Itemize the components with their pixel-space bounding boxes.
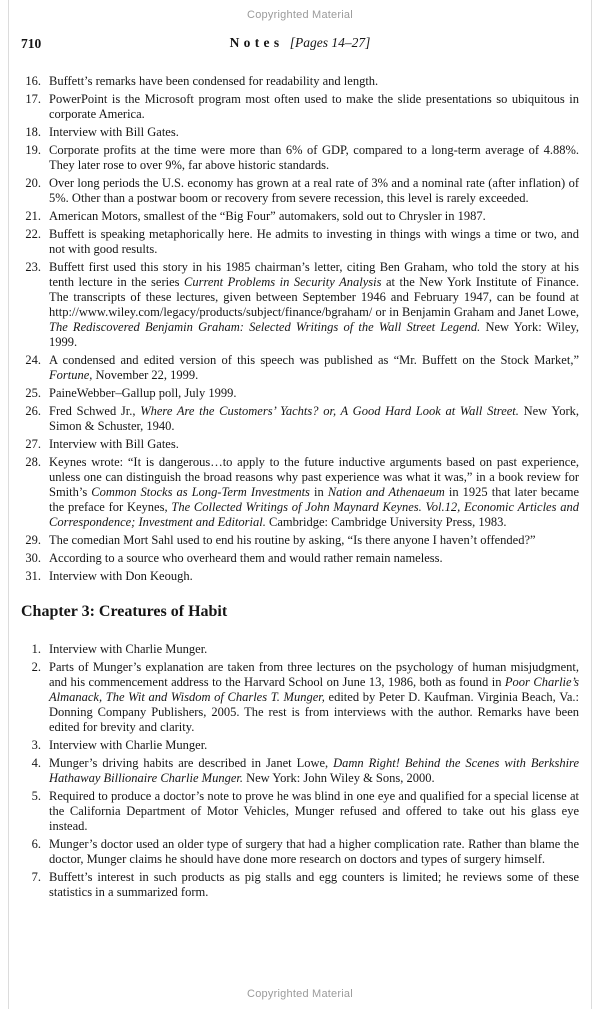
scan-edge-right — [591, 0, 592, 1009]
page-header — [0, 35, 600, 53]
note-number: 25. — [25, 386, 41, 400]
note-number: 20. — [25, 176, 41, 190]
note-text: Required to produce a doctor’s note to prove he was blind in one eye and qualified for a special license at the California Department of Motor Vehicles, Munger refused and offered to take out his glass eye instead. — [49, 789, 579, 833]
note-item — [21, 227, 579, 257]
note-item — [21, 143, 579, 173]
note-number: 23. — [25, 260, 41, 274]
note-number: 2. — [31, 660, 41, 674]
notes-list-chapter3 — [21, 642, 579, 900]
note-text: PaineWebber–Gallup poll, July 1999. — [49, 386, 237, 400]
running-head-title: Notes — [229, 35, 284, 50]
note-number: 28. — [25, 455, 41, 469]
note-text: American Motors, smallest of the “Big Four” automakers, sold out to Chrysler in 1987. — [49, 209, 486, 223]
note-item — [21, 455, 579, 530]
notes-list-main — [21, 74, 579, 584]
note-text: PowerPoint is the Microsoft program most often used to make the slide presentations so ubiquitous in corporate America. — [49, 92, 579, 121]
note-item — [21, 404, 579, 434]
note-item — [21, 837, 579, 867]
note-text: Buffett’s remarks have been condensed for readability and length. — [49, 74, 379, 88]
note-item — [21, 176, 579, 206]
note-number: 27. — [25, 437, 41, 451]
note-text: Parts of Munger’s explanation are taken from three lectures on the psychology of human misjudgment, and his commencement address to the Harvard School on June 13, 1986, both as found in Poor Charlie’s Almanack, The Wit and Wisdom of Charles T. Munger, edited by Peter D. Kaufman. Virginia Beach, Va.: Donning Company Publishers, 2005. The rest is from interviews with the author. Remarks have been edited for brevity and clarity. — [49, 660, 579, 734]
note-number: 21. — [25, 209, 41, 223]
running-head-pages-range: [Pages 14–27] — [289, 35, 371, 50]
note-text: Interview with Charlie Munger. — [49, 642, 208, 656]
note-text: Corporate profits at the time were more than 6% of GDP, compared to a long-term average of 4.88%. They later rose to over 9%, far above historic standards. — [49, 143, 579, 172]
note-item — [21, 533, 579, 548]
note-item — [21, 642, 579, 657]
chapter-heading: Chapter 3: Creatures of Habit — [21, 603, 228, 620]
note-item — [21, 92, 579, 122]
note-text: Interview with Bill Gates. — [49, 437, 179, 451]
note-text: Over long periods the U.S. economy has grown at a real rate of 3% and a nominal rate (after inflation) of 5%. Other than a postwar boom or recovery from severe recession, this level is rarely exceeded. — [49, 176, 579, 205]
note-item — [21, 353, 579, 383]
note-text: A condensed and edited version of this speech was published as “Mr. Buffett on the Stock Market,” Fortune, November 22, 1999. — [49, 353, 579, 382]
note-number: 19. — [25, 143, 41, 157]
note-number: 26. — [25, 404, 41, 418]
note-text: Buffett first used this story in his 1985 chairman’s letter, citing Ben Graham, who told the story at his tenth lecture in the series Current Problems in Security Analysis at the New York Institute of Finance. The transcripts of these lectures, given between September 1946 and February 1947, can be found at http://www.wiley.com/legacy/products/subject/finance/bgraham/ or in Benjamin Graham and Janet Lowe, The Rediscovered Benjamin Graham: Selected Writings of the Wall Street Legend. New York: Wiley, 1999. — [49, 260, 579, 349]
note-item — [21, 789, 579, 834]
note-text: Fred Schwed Jr., Where Are the Customers’ Yachts? or, A Good Hard Look at Wall Street. New York, Simon & Schuster, 1940. — [49, 404, 580, 433]
note-item — [21, 74, 579, 89]
note-number: 16. — [25, 74, 41, 88]
note-text: Munger’s driving habits are described in Janet Lowe, Damn Right! Behind the Scenes with Berkshire Hathaway Billionaire Charlie Munger. New York: John Wiley & Sons, 2000. — [49, 756, 579, 785]
note-number: 6. — [31, 837, 41, 851]
note-item — [21, 125, 579, 140]
note-item — [21, 660, 579, 735]
note-text: Interview with Don Keough. — [49, 569, 193, 583]
note-text: Munger’s doctor used an older type of surgery that had a higher complication rate. Rather than blame the doctor, Munger claims he should have done more research on doctors and types of surgery himself. — [49, 837, 579, 866]
note-text: Buffett is speaking metaphorically here. He admits to investing in things with wings a time or two, and not with good results. — [49, 227, 579, 256]
note-text: Interview with Charlie Munger. — [49, 738, 208, 752]
note-number: 17. — [25, 92, 41, 106]
note-number: 30. — [25, 551, 41, 565]
note-text: According to a source who overheard them and would rather remain nameless. — [49, 551, 443, 565]
note-text: Interview with Bill Gates. — [49, 125, 179, 139]
note-item — [21, 209, 579, 224]
note-item — [21, 437, 579, 452]
note-text: Keynes wrote: “It is dangerous…to apply to the future inductive arguments based on past experience, unless one can distinguish the broad reasons why past experience was what it was,” in a book review for Smith’s Common Stocks as Long-Term Investments in Nation and Athenaeum in 1925 that later became the preface for Keynes, The Collected Writings of John Maynard Keynes. Vol.12, Economic Articles and Correspondence; Investment and Editorial. Cambridge: Cambridge University Press, 1983. — [49, 455, 580, 529]
note-number: 22. — [25, 227, 41, 241]
scan-edge-left — [8, 0, 9, 1009]
note-item — [21, 738, 579, 753]
note-number: 29. — [25, 533, 41, 547]
note-text: Buffett’s interest in such products as pig stalls and egg counters is limited; he reviews some of these statistics in a summarized form. — [49, 870, 579, 899]
note-item — [21, 569, 579, 584]
note-number: 3. — [31, 738, 41, 752]
note-number: 24. — [25, 353, 41, 367]
page-number: 710 — [21, 36, 42, 51]
note-number: 31. — [25, 569, 41, 583]
copyright-notice-top: Copyrighted Material — [247, 9, 353, 21]
note-item — [21, 551, 579, 566]
note-number: 4. — [31, 756, 41, 770]
note-item — [21, 260, 579, 350]
note-number: 1. — [31, 642, 41, 656]
running-head — [0, 35, 600, 51]
note-item — [21, 386, 579, 401]
note-number: 18. — [25, 125, 41, 139]
note-item — [21, 870, 579, 900]
note-number: 7. — [31, 870, 41, 884]
note-text: The comedian Mort Sahl used to end his routine by asking, “Is there anyone I haven’t offended?” — [49, 533, 536, 547]
note-number: 5. — [31, 789, 41, 803]
note-item — [21, 756, 579, 786]
copyright-notice-bottom: Copyrighted Material — [247, 988, 353, 1000]
